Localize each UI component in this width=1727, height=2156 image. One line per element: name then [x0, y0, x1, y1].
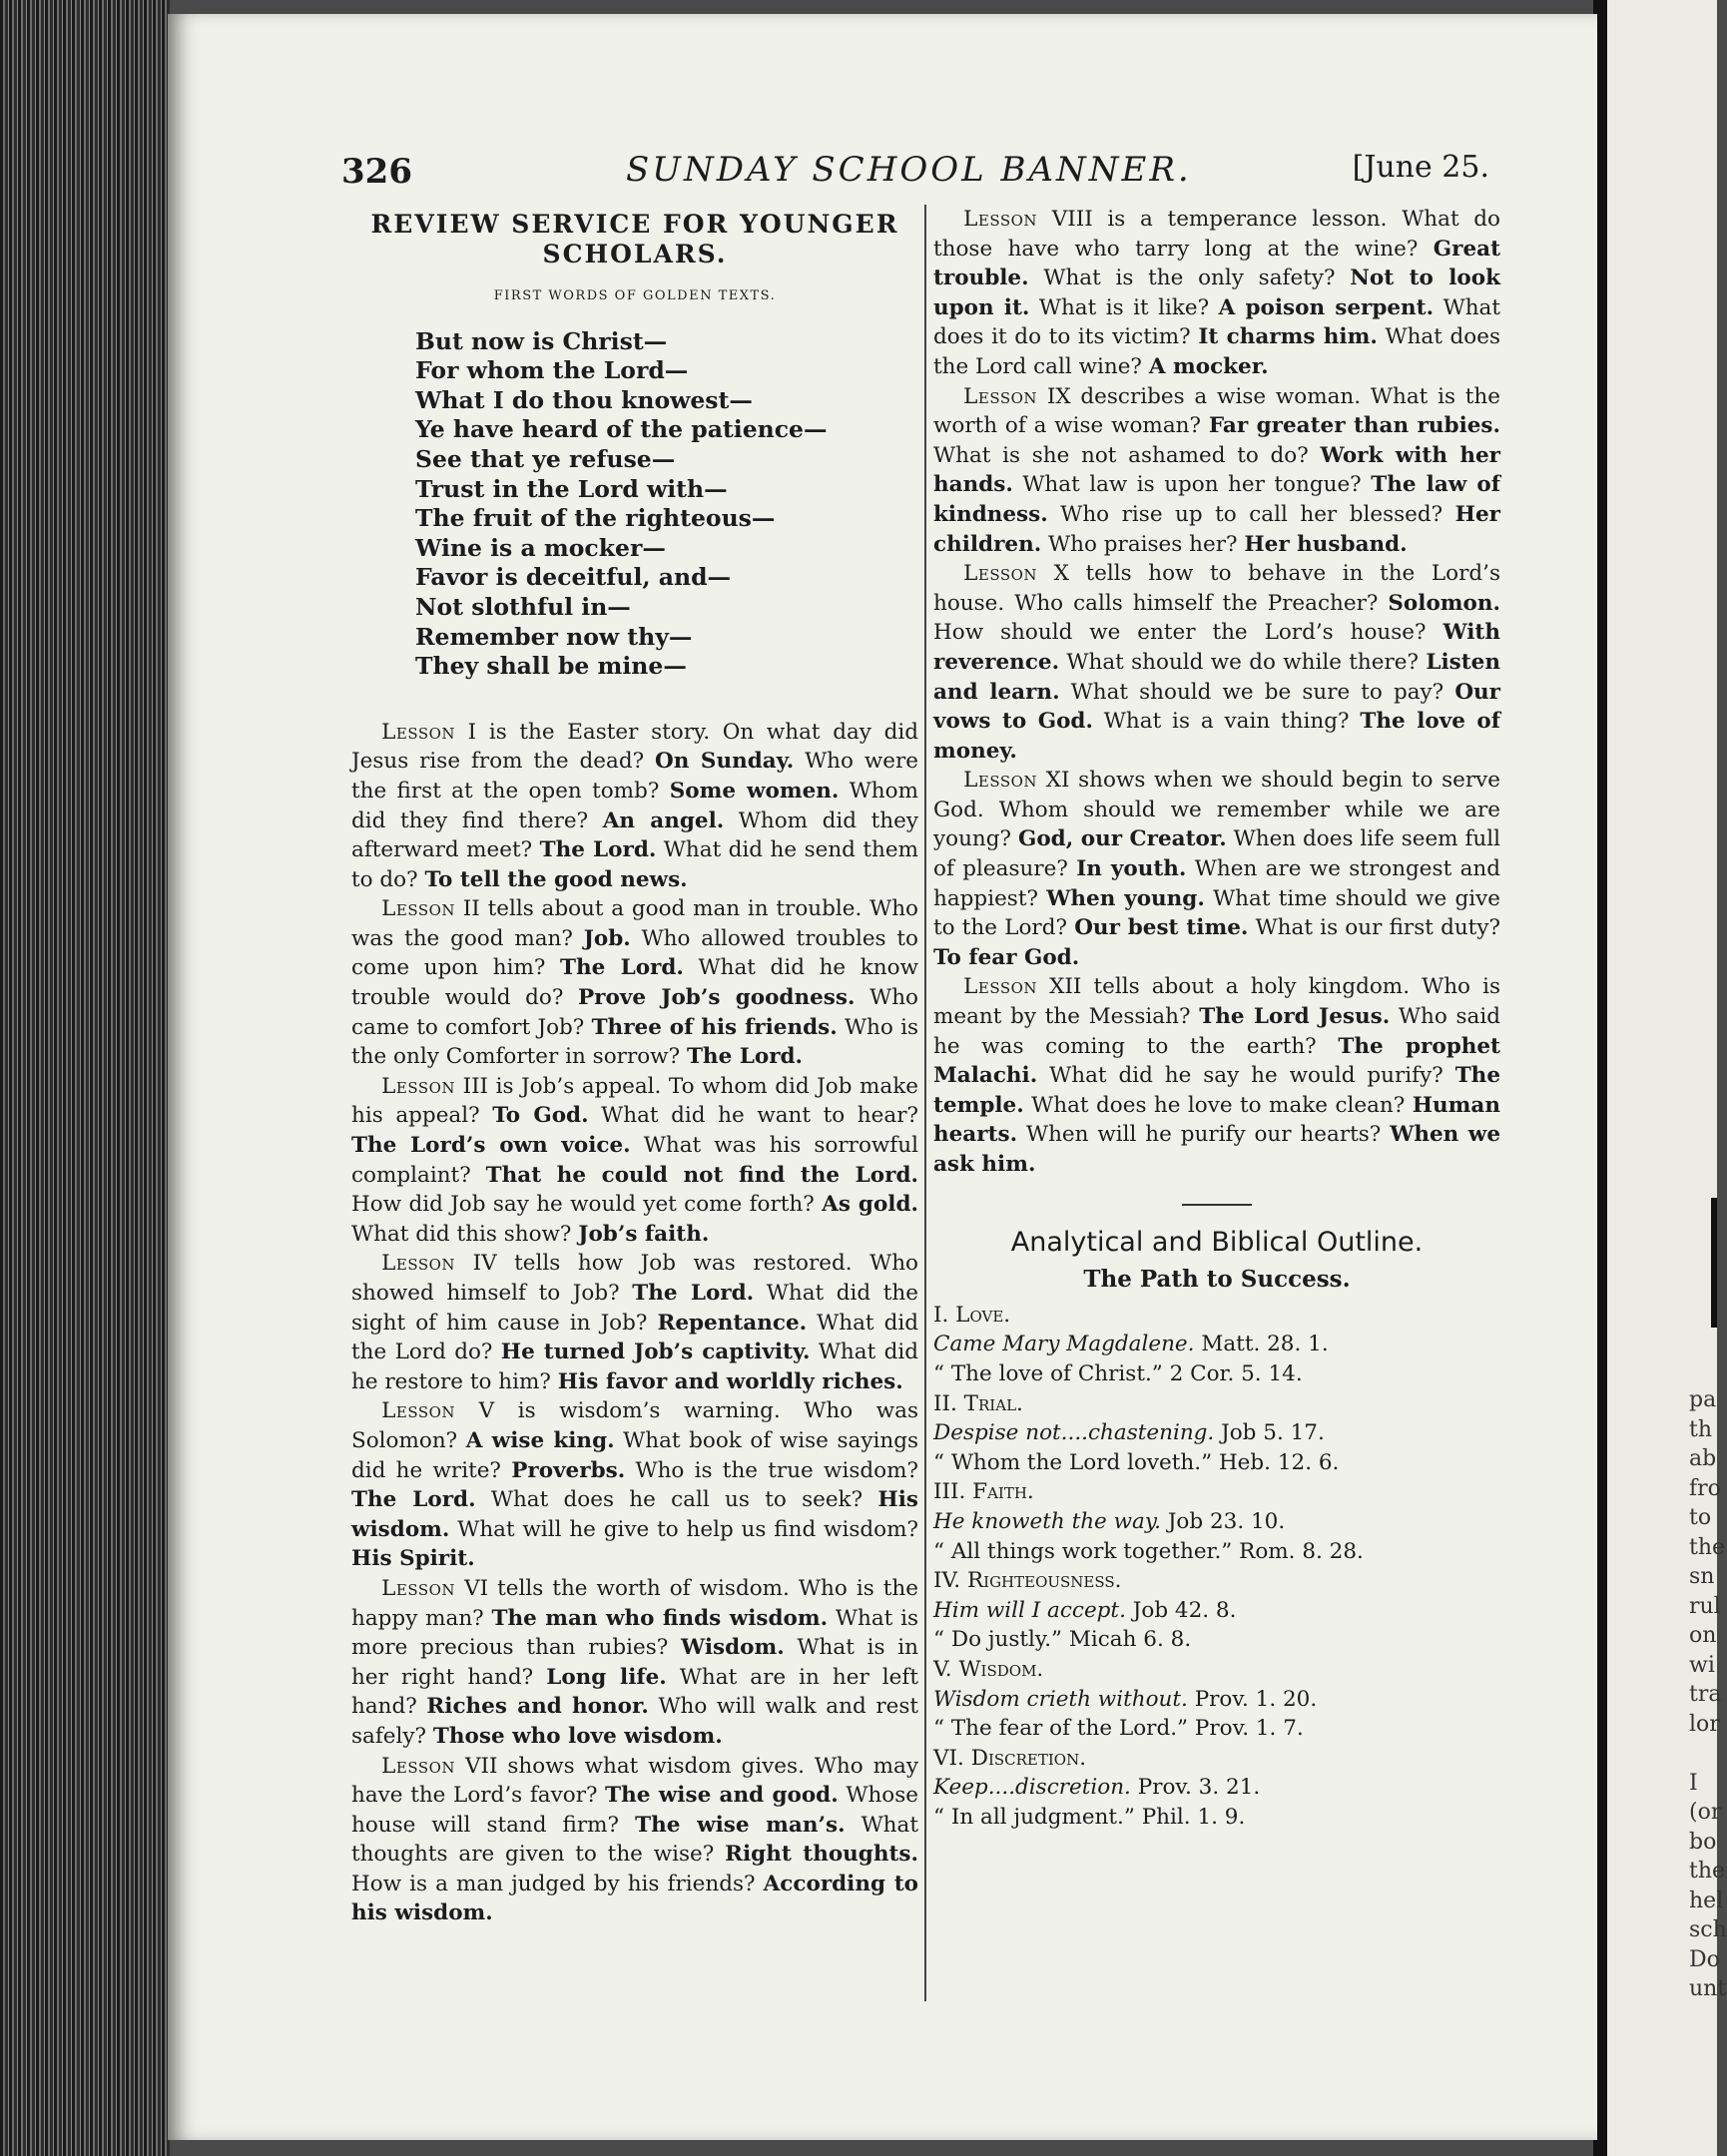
lesson-question: What does he love to make clean?: [1023, 1092, 1413, 1118]
facing-page-fragment: (or: [1689, 1800, 1722, 1825]
book-binding: [0, 0, 170, 2156]
lesson-question: Who were the first at the open tomb?: [351, 749, 918, 804]
lesson-label: Lesson: [963, 383, 1038, 409]
lesson-answer: The prophet Malachi.: [933, 1033, 1500, 1089]
lesson-question: Whose house will stand firm?: [351, 1783, 918, 1838]
lesson-paragraph: [351, 1574, 918, 1752]
golden-text-item: Favor is deceitful, and—: [415, 563, 732, 592]
lesson-question: Who is the true wisdom?: [625, 1457, 918, 1483]
facing-page-fragment: th: [1689, 1416, 1713, 1442]
issue-date: [June 25.: [1352, 150, 1489, 185]
lesson-answer: Far greater than rubies.: [1208, 413, 1501, 439]
facing-page-fragment: the: [1689, 1534, 1726, 1560]
outline-quote: [933, 1448, 1500, 1478]
lesson-answer: His favor and worldly riches.: [557, 1368, 903, 1394]
outline-quote-ref: Phil. 1. 9.: [1141, 1804, 1246, 1830]
lesson-question: V is wisdom’s warning. Who was Solomon?: [351, 1398, 918, 1453]
outline-quote-text: “ The love of Christ.”: [933, 1360, 1163, 1386]
lesson-question: Who said he was coming to the earth?: [933, 1004, 1500, 1059]
outline-heading: [933, 1301, 1500, 1331]
lesson-label: Lesson: [963, 768, 1038, 794]
lesson-question: When will he purify our hearts?: [1017, 1122, 1391, 1148]
lesson-answer: God, our Creator.: [1017, 826, 1227, 852]
facing-page-fragment: lor: [1689, 1711, 1720, 1737]
outline-ref: Job 23. 10.: [1167, 1508, 1286, 1534]
lesson-answer: Work with her hands.: [933, 442, 1500, 498]
lesson-answer: To tell the good news.: [424, 866, 688, 892]
lesson-answer: His Spirit.: [351, 1546, 475, 1572]
lesson-answer: Prove Job’s goodness.: [578, 985, 856, 1011]
lesson-question: What will he give to help us find wisdom?: [449, 1516, 918, 1542]
outline-heading: [933, 1655, 1500, 1685]
lesson-label: Lesson: [381, 719, 456, 745]
lesson-question: VI tells the worth of wisdom. Who is the happy man?: [351, 1575, 918, 1631]
lesson-label: Lesson: [963, 207, 1038, 232]
lesson-question: XI shows when we should begin to serve God. Whom should we remember while we are young?: [933, 768, 1500, 852]
lesson-answer: The Lord.: [632, 1281, 755, 1306]
outline-head: Faith.: [972, 1479, 1034, 1505]
lesson-answer: The Lord.: [351, 1487, 476, 1513]
outline-ref: Prov. 1. 20.: [1194, 1686, 1318, 1712]
outline-quote: [933, 1537, 1500, 1567]
lesson-answer: In youth.: [1076, 856, 1187, 882]
lesson-label: Lesson: [381, 1753, 456, 1779]
lesson-answer: Listen and learn.: [933, 649, 1500, 705]
section-rule: [1182, 1204, 1252, 1206]
facing-page-fragment: ab: [1689, 1446, 1717, 1471]
lesson-question: What did he know trouble would do?: [351, 955, 918, 1011]
golden-text-item: Wine is a mocker—: [415, 533, 666, 562]
lesson-answer: Solomon.: [1388, 590, 1500, 616]
lesson-question: XII tells about a holy kingdom. Who is meant by the Messiah?: [933, 974, 1500, 1030]
lesson-paragraph: [351, 894, 918, 1072]
lesson-question: What did he send them to do?: [351, 837, 918, 892]
lesson-answer: Human hearts.: [933, 1092, 1500, 1148]
lesson-question: What is she not ashamed to do?: [933, 442, 1321, 468]
lessons-left: [351, 718, 918, 1928]
facing-page-fragment: rul: [1689, 1593, 1721, 1619]
lesson-answer: Job.: [583, 925, 631, 951]
lesson-paragraph: [351, 718, 918, 895]
lesson-paragraph: [933, 382, 1500, 560]
outline-heading: [933, 1477, 1500, 1507]
facing-page-fragment: wi: [1689, 1652, 1715, 1678]
lesson-question: What time should we give to the Lord?: [933, 885, 1500, 941]
lesson-answer: Repentance.: [657, 1310, 808, 1336]
lesson-question: What is more precious than rubies?: [351, 1605, 918, 1661]
outline-head: Trial.: [963, 1390, 1023, 1416]
lesson-answer: The law of kindness.: [933, 472, 1500, 527]
golden-text-item: But now is Christ—: [415, 326, 668, 355]
lesson-question: How did Job say he would yet come forth?: [351, 1192, 823, 1218]
lesson-answer: To God.: [492, 1103, 589, 1129]
lesson-answer: Riches and honor.: [426, 1694, 649, 1720]
lesson-answer: Three of his friends.: [591, 1014, 838, 1040]
lesson-answer: The Lord’s own voice.: [351, 1133, 631, 1159]
lesson-question: IX describes a wise woman. What is the worth of a wise woman?: [933, 383, 1500, 439]
outline-number: I.: [933, 1302, 949, 1328]
outline-number: II.: [933, 1390, 957, 1416]
outline-heading: [933, 1566, 1500, 1596]
facing-page-fragment: tra: [1689, 1682, 1722, 1707]
lesson-question: What thoughts are given to the wise?: [351, 1812, 918, 1868]
lesson-question: What did he restore to him?: [351, 1340, 918, 1394]
outline-heading: [933, 1389, 1500, 1419]
publication-title: SUNDAY SCHOOL BANNER.: [626, 150, 1192, 190]
outline-quote-ref: 2 Cor. 5. 14.: [1169, 1360, 1303, 1386]
lesson-answer: Her husband.: [1244, 531, 1408, 557]
lesson-question: What did this show?: [351, 1221, 579, 1247]
lesson-answer: The Lord Jesus.: [1199, 1004, 1391, 1030]
lesson-question: What does the Lord call wine?: [933, 324, 1501, 379]
lesson-paragraph: [933, 205, 1500, 382]
outline-reference: [933, 1507, 1500, 1537]
outline-phrase: Despise not....chastening.: [933, 1420, 1215, 1446]
facing-page-fragment: unt: [1689, 1976, 1727, 2001]
lesson-answer: The Lord.: [539, 837, 657, 863]
right-column: [933, 205, 1500, 1832]
outline-ref: Job 5. 17.: [1221, 1420, 1325, 1446]
lesson-question: What law is upon her tongue?: [1012, 472, 1372, 498]
lesson-question: X tells how to behave in the Lord’s house. Who calls himself the Preacher?: [933, 561, 1500, 616]
lesson-answer: A mocker.: [1148, 353, 1269, 379]
outline-phrase: Keep....discretion.: [933, 1775, 1131, 1801]
lesson-answer: Job’s faith.: [578, 1221, 710, 1247]
lesson-question: Whom did they afterward meet?: [351, 808, 918, 863]
outline-reference: [933, 1418, 1500, 1448]
lesson-answer: Not to look upon it.: [933, 266, 1500, 320]
page-header: [341, 148, 1489, 192]
lesson-question: III is Job’s appeal. To whom did Job make his appeal?: [351, 1073, 918, 1129]
lesson-question: How is a man judged by his friends?: [351, 1871, 764, 1896]
lesson-question: Who will walk and rest safely?: [351, 1694, 919, 1749]
lesson-answer: As gold.: [822, 1192, 918, 1218]
lesson-paragraph: [351, 1396, 918, 1574]
outline-head: Wisdom.: [958, 1656, 1044, 1682]
lessons-right: [933, 205, 1500, 1180]
lesson-question: What are in her left hand?: [351, 1664, 919, 1720]
outline-head: Discretion.: [970, 1745, 1087, 1771]
outline-phrase: He knoweth the way.: [933, 1508, 1161, 1534]
lesson-question: IV tells how Job was restored. Who showed himself to Job?: [351, 1251, 918, 1306]
lesson-answer: Proverbs.: [511, 1457, 626, 1483]
lesson-label: Lesson: [963, 974, 1038, 1000]
lesson-question: Who rise up to call her blessed?: [1047, 501, 1455, 527]
outline-quote-text: “ In all judgment.”: [933, 1804, 1135, 1830]
lesson-paragraph: [351, 1072, 918, 1250]
golden-text-item: See that ye refuse—: [415, 444, 676, 473]
outline-subtitle: The Path to Success.: [1083, 1266, 1351, 1294]
lesson-question: What is our first duty?: [1248, 915, 1500, 941]
outline-quote-text: “ All things work together.”: [933, 1538, 1233, 1564]
outline-ref: Prov. 3. 21.: [1137, 1775, 1261, 1801]
lesson-answer: Long life.: [546, 1664, 667, 1690]
facing-page-fragment: to: [1689, 1505, 1712, 1530]
golden-texts-list: [415, 327, 918, 682]
outline-quote-ref: Heb. 12. 6.: [1218, 1449, 1340, 1475]
column-divider: [924, 205, 926, 2001]
lesson-answer: Her children.: [933, 501, 1500, 557]
lesson-question: Who is the only Comforter in sorrow?: [351, 1014, 918, 1070]
golden-text-item: For whom the Lord—: [415, 356, 689, 385]
outline-list: [933, 1301, 1500, 1833]
lesson-question: What should we do while there?: [1059, 649, 1427, 675]
outline-number: IV.: [933, 1568, 961, 1594]
lesson-question: What was his sorrowful complaint?: [351, 1133, 918, 1188]
lesson-answer: Some women.: [669, 778, 840, 804]
golden-text-item: Not slothful in—: [415, 592, 631, 621]
outline-quote: [933, 1625, 1500, 1655]
lesson-question: What is a vain thing?: [1092, 709, 1361, 735]
outline-quote-ref: Rom. 8. 28.: [1239, 1538, 1364, 1564]
lesson-paragraph: [351, 1752, 918, 1929]
lesson-answer: The man who finds wisdom.: [491, 1605, 829, 1631]
golden-texts-heading: FIRST WORDS OF GOLDEN TEXTS.: [493, 288, 777, 303]
outline-ref: Job 42. 8.: [1132, 1597, 1237, 1623]
golden-text-item: Remember now thy—: [415, 622, 693, 651]
lesson-label: Lesson: [963, 561, 1038, 587]
outline-title: Analytical and Biblical Outline.: [1010, 1226, 1424, 1258]
lesson-question: When are we strongest and happiest?: [933, 856, 1500, 911]
outline-reference: [933, 1596, 1500, 1626]
lesson-answer: With reverence.: [933, 620, 1500, 675]
outline-quote-ref: Micah 6. 8.: [1068, 1627, 1192, 1653]
lesson-answer: His wisdom.: [351, 1487, 918, 1542]
lesson-question: What did the Lord do?: [351, 1310, 918, 1365]
golden-text-item: Ye have heard of the patience—: [415, 415, 828, 444]
facing-page-fragment: Do: [1689, 1946, 1720, 1972]
facing-page-fragment: fro: [1689, 1475, 1721, 1501]
golden-text-item: The fruit of the righteous—: [415, 504, 776, 533]
outline-number: III.: [933, 1479, 966, 1505]
outline-number: VI.: [933, 1745, 964, 1771]
facing-page-fragment: on: [1689, 1623, 1717, 1648]
lesson-answer: A wise king.: [465, 1427, 615, 1453]
facing-page: [1607, 0, 1727, 2156]
outline-phrase: Came Mary Magdalene.: [933, 1332, 1195, 1357]
lesson-answer: Our vows to God.: [933, 679, 1500, 735]
golden-text-item: They shall be mine—: [415, 652, 687, 681]
lesson-question: What did the sight of him cause in Job?: [351, 1281, 918, 1336]
outline-phrase: Him will I accept.: [933, 1597, 1126, 1623]
outline-reference: [933, 1685, 1500, 1715]
lesson-answer: A poison serpent.: [1218, 294, 1435, 320]
lesson-answer: The love of money.: [933, 709, 1500, 764]
page-number: 326: [341, 152, 412, 192]
facing-page-fragment: I: [1689, 1770, 1698, 1796]
lesson-question: What did he say he would purify?: [1037, 1063, 1455, 1089]
lesson-paragraph: [933, 559, 1500, 766]
outline-quote-text: “ The fear of the Lord.”: [933, 1716, 1189, 1742]
facing-page-fragment: bo: [1689, 1829, 1717, 1855]
review-title: REVIEW SERVICE FOR YOUNGER SCHOLARS.: [370, 210, 899, 269]
outline-quote-ref: Prov. 1. 7.: [1194, 1716, 1304, 1742]
lesson-paragraph: [933, 766, 1500, 972]
lesson-answer: It charms him.: [1198, 324, 1378, 350]
facing-page-fragment: pa: [1689, 1387, 1717, 1412]
outline-ref: Matt. 28. 1.: [1201, 1332, 1329, 1357]
lesson-question: What does it do to its victim?: [933, 294, 1500, 350]
outline-quote: [933, 1714, 1500, 1744]
lesson-answer: The wise man’s.: [635, 1812, 846, 1838]
lesson-label: Lesson: [381, 1398, 456, 1424]
golden-text-item: Trust in the Lord with—: [415, 474, 728, 503]
lesson-answer: To fear God.: [933, 944, 1080, 970]
lesson-question: Who allowed troubles to come upon him?: [351, 925, 918, 981]
golden-text-item: What I do thou knowest—: [415, 385, 753, 414]
lesson-answer: The Lord.: [560, 955, 684, 981]
lesson-label: Lesson: [381, 1251, 456, 1277]
lesson-question: Whom did they find there?: [351, 778, 918, 833]
outline-quote: [933, 1803, 1500, 1833]
outline-heading: [933, 1744, 1500, 1774]
left-column: [351, 210, 918, 1928]
lesson-answer: When we ask him.: [933, 1122, 1500, 1177]
facing-page-mark: [1711, 1198, 1717, 1328]
lesson-question: What should we be sure to pay?: [1059, 679, 1455, 705]
lesson-question: II tells about a good man in trouble. Who was the good man?: [351, 896, 918, 951]
lesson-question: When does life seem full of pleasure?: [933, 826, 1500, 882]
lesson-answer: Our best time.: [1074, 915, 1249, 941]
lesson-label: Lesson: [381, 896, 456, 922]
lesson-question: What is in her right hand?: [351, 1635, 918, 1690]
lesson-question: Who praises her?: [1041, 531, 1245, 557]
lesson-answer: The Lord.: [686, 1044, 804, 1070]
lesson-label: Lesson: [381, 1575, 456, 1601]
lesson-answer: According to his wisdom.: [351, 1871, 918, 1926]
lesson-question: I is the Easter story. On what day did Jesus rise from the dead?: [351, 719, 918, 775]
lesson-question: What book of wise sayings did he write?: [351, 1427, 918, 1483]
lesson-answer: The wise and good.: [605, 1783, 839, 1809]
facing-page-fragment: hel: [1689, 1887, 1724, 1913]
lesson-question: What is the only safety?: [1028, 266, 1351, 291]
lesson-question: VII shows what wisdom gives. Who may have the Lord’s favor?: [351, 1753, 918, 1809]
lesson-answer: He turned Job’s captivity.: [500, 1340, 811, 1365]
lesson-question: What did he want to hear?: [588, 1103, 918, 1129]
outline-reference: [933, 1773, 1500, 1803]
lesson-label: Lesson: [381, 1073, 456, 1099]
outline-head: Righteousness.: [966, 1568, 1122, 1594]
lesson-answer: Right thoughts.: [725, 1842, 918, 1868]
lesson-answer: When young.: [1046, 885, 1205, 911]
lesson-answer: That he could not find the Lord.: [485, 1162, 918, 1188]
lesson-answer: Those who love wisdom.: [432, 1723, 723, 1749]
lesson-question: What does he call us to seek?: [475, 1487, 878, 1513]
lesson-paragraph: [351, 1249, 918, 1396]
lesson-question: How should we enter the Lord’s house?: [933, 620, 1443, 646]
outline-phrase: Wisdom crieth without.: [933, 1686, 1188, 1712]
lesson-answer: An angel.: [602, 808, 725, 833]
facing-page-fragment: sch: [1689, 1917, 1727, 1942]
lesson-question: What is it like?: [1029, 294, 1219, 320]
facing-page-fragment: sn: [1689, 1564, 1715, 1589]
lesson-answer: Great trouble.: [933, 236, 1500, 291]
outline-head: Love.: [955, 1302, 1011, 1328]
facing-page-fragment: the: [1689, 1859, 1726, 1884]
outline-quote-text: “ Do justly.”: [933, 1627, 1063, 1653]
lesson-paragraph: [933, 972, 1500, 1179]
lesson-question: VIII is a temperance lesson. What do those have who tarry long at the wine?: [933, 207, 1500, 262]
outline-number: V.: [933, 1656, 952, 1682]
outline-quote: [933, 1359, 1500, 1389]
lesson-answer: The temple.: [933, 1063, 1500, 1118]
lesson-answer: On Sunday.: [655, 749, 795, 775]
lesson-answer: Wisdom.: [681, 1635, 785, 1661]
lesson-question: Who came to comfort Job?: [351, 985, 918, 1040]
outline-quote-text: “ Whom the Lord loveth.”: [933, 1449, 1213, 1475]
outline-reference: [933, 1330, 1500, 1359]
